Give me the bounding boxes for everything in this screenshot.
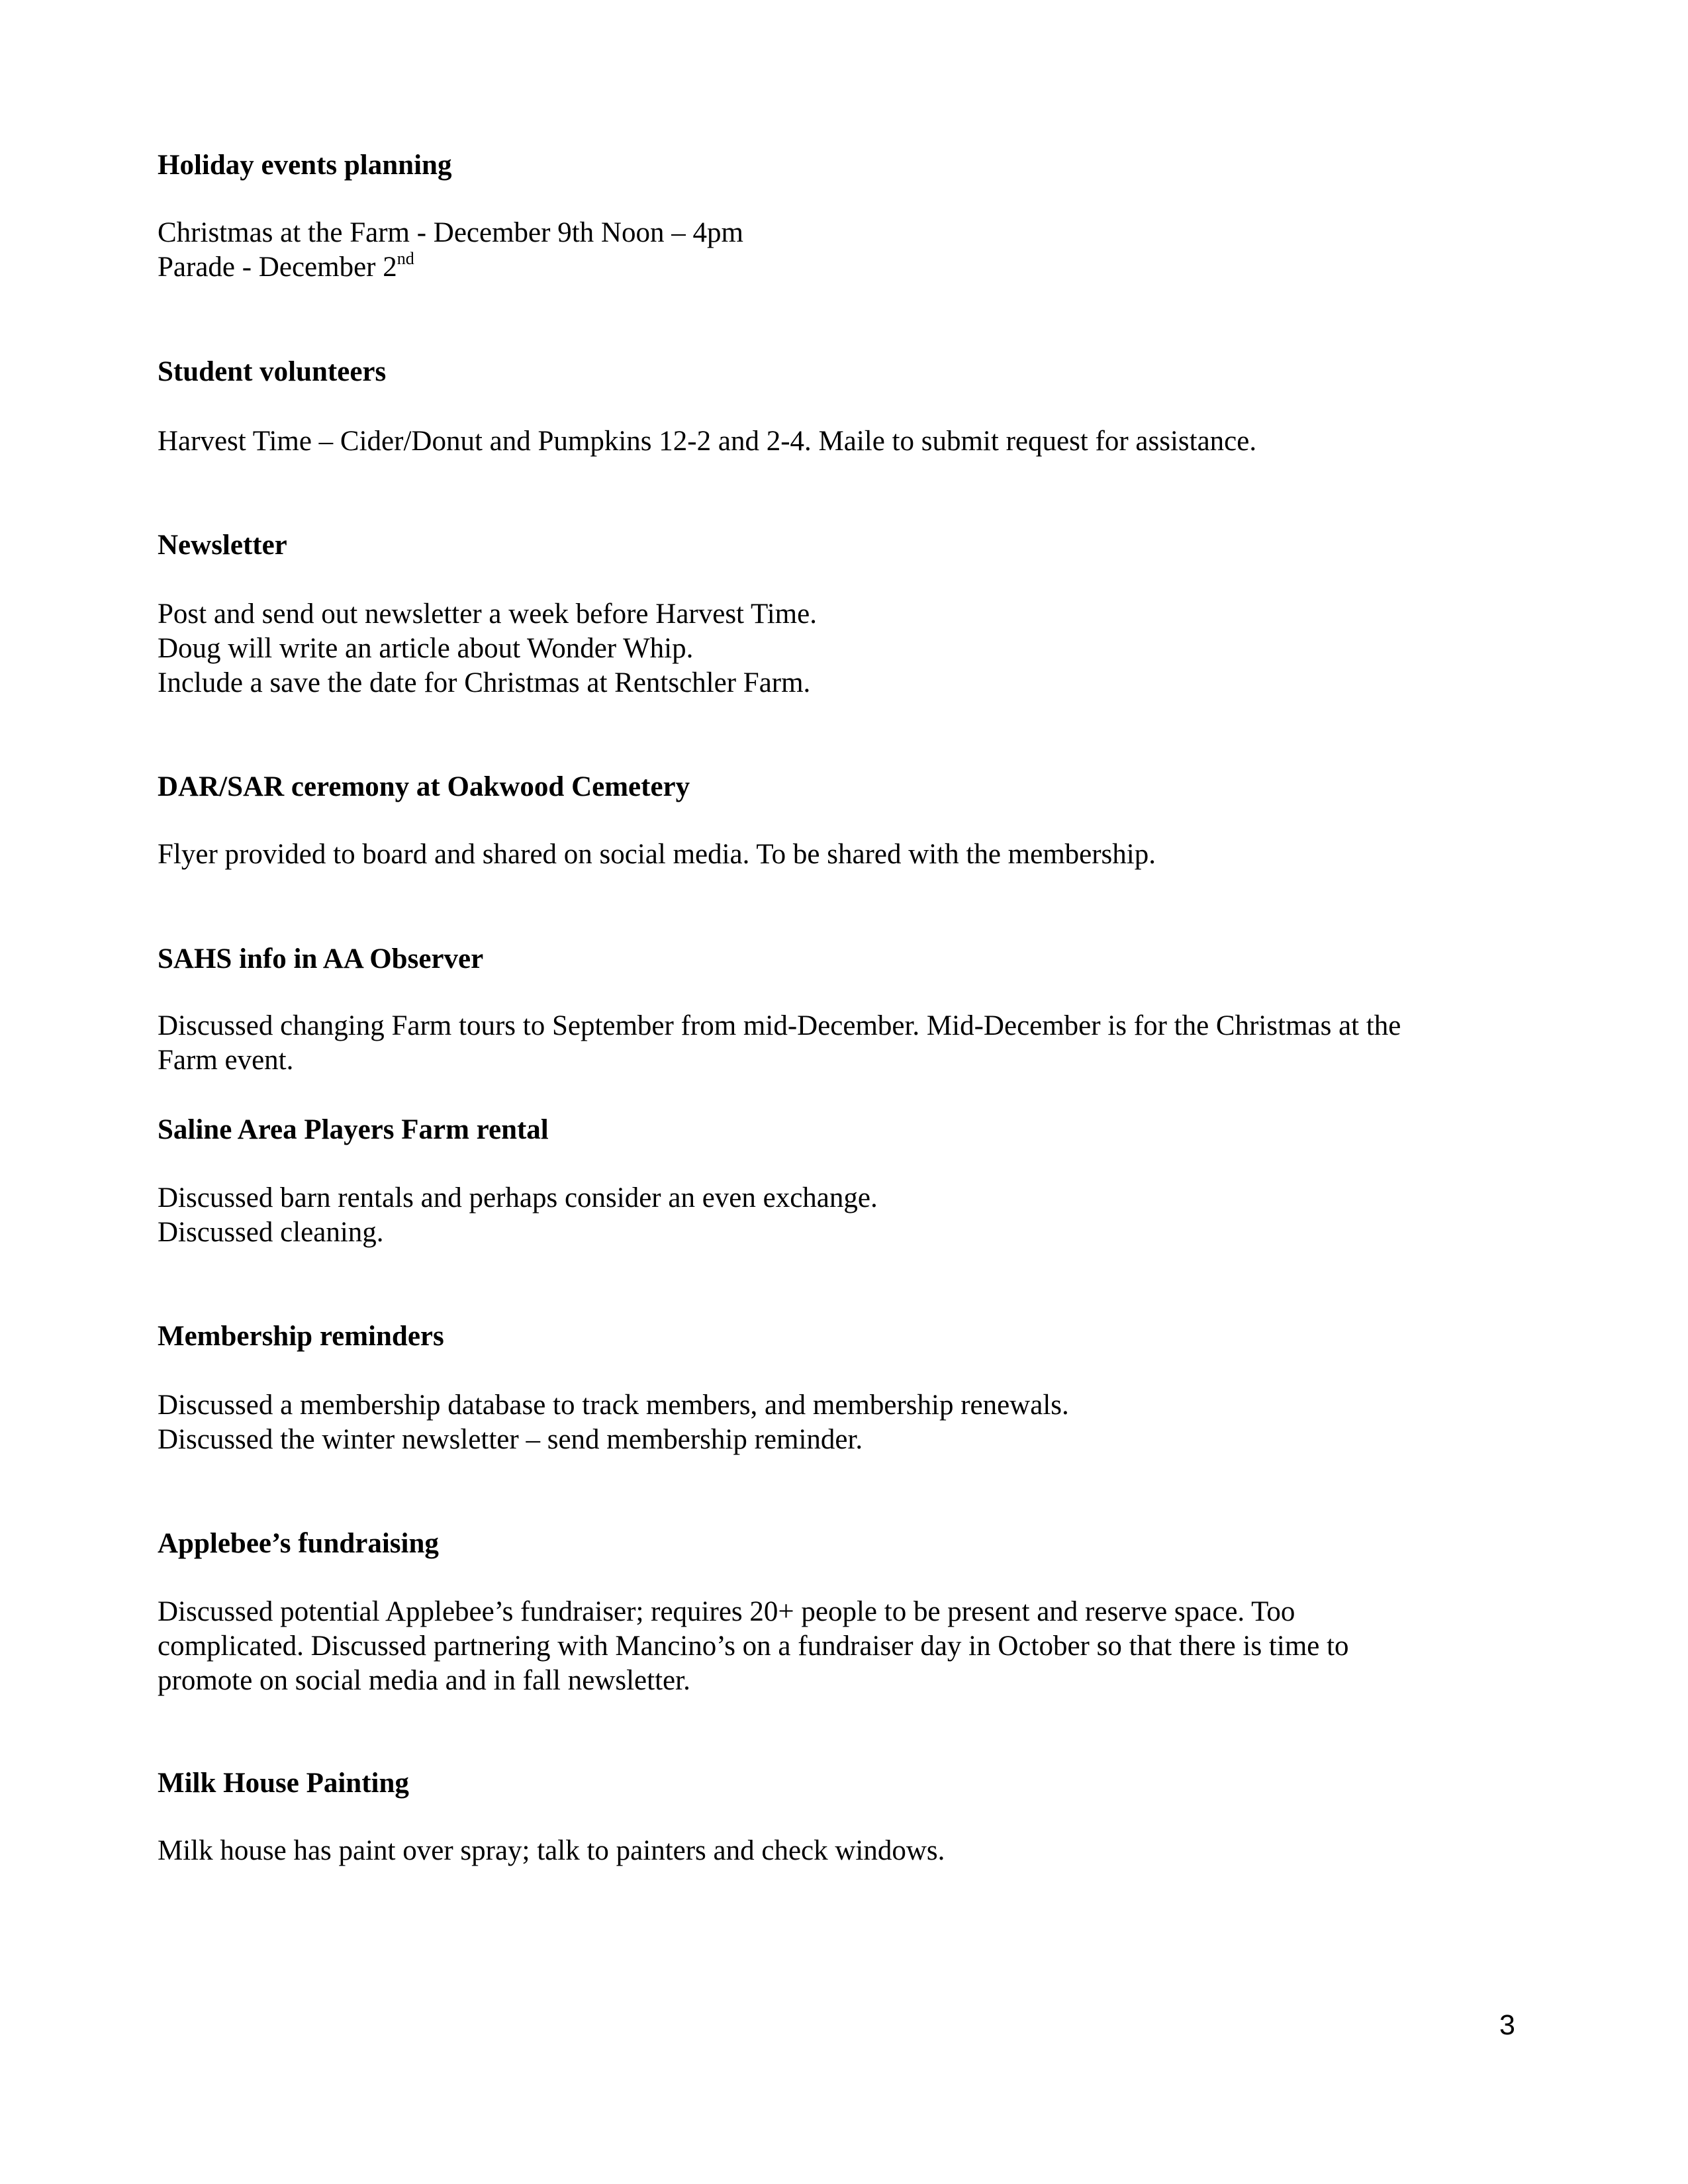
ordinal-suffix: nd	[397, 249, 414, 268]
section-heading-membership-reminders: Membership reminders	[158, 1321, 444, 1352]
body-line: Discussed barn rentals and perhaps consider an even exchange.	[158, 1182, 878, 1213]
body-line: Include a save the date for Christmas at Rentschler Farm.	[158, 667, 811, 698]
section-heading-milk-house-painting: Milk House Painting	[158, 1768, 409, 1799]
body-line	[158, 250, 414, 288]
body-line: complicated. Discussed partnering with Mancino’s on a fundraiser day in October so that there is time to	[158, 1631, 1349, 1662]
section-heading-applebees-fundraising: Applebee’s fundraising	[158, 1528, 439, 1559]
body-line-text: Parade - December 2	[158, 252, 397, 283]
body-line: Discussed a membership database to track members, and membership renewals.	[158, 1390, 1069, 1421]
body-line: Post and send out newsletter a week before Harvest Time.	[158, 598, 817, 630]
page-number: 3	[1499, 2009, 1515, 2041]
body-line: Doug will write an article about Wonder Whip.	[158, 633, 694, 664]
body-line: Discussed cleaning.	[158, 1217, 384, 1248]
body-line: promote on social media and in fall newsletter.	[158, 1665, 690, 1696]
body-line: Milk house has paint over spray; talk to painters and check windows.	[158, 1835, 945, 1866]
section-heading-holiday-events: Holiday events planning	[158, 150, 452, 181]
section-heading-dar-sar-ceremony: DAR/SAR ceremony at Oakwood Cemetery	[158, 771, 690, 802]
body-line: Discussed potential Applebee’s fundraiser; requires 20+ people to be present and reserve space. Too	[158, 1596, 1295, 1627]
body-line: Discussed the winter newsletter – send membership reminder.	[158, 1424, 863, 1455]
section-heading-newsletter: Newsletter	[158, 530, 287, 561]
body-line: Christmas at the Farm - December 9th Noon – 4pm	[158, 217, 743, 248]
body-line: Flyer provided to board and shared on social media. To be shared with the membership.	[158, 839, 1156, 870]
section-heading-student-volunteers: Student volunteers	[158, 356, 387, 387]
section-heading-players-farm-rental: Saline Area Players Farm rental	[158, 1114, 549, 1145]
section-heading-sahs-info: SAHS info in AA Observer	[158, 943, 484, 974]
body-line: Farm event.	[158, 1045, 294, 1076]
body-line: Harvest Time – Cider/Donut and Pumpkins 12-2 and 2-4. Maile to submit request for assistance.	[158, 426, 1257, 457]
body-line: Discussed changing Farm tours to September from mid-December. Mid-December is for the Christmas at the	[158, 1010, 1401, 1041]
